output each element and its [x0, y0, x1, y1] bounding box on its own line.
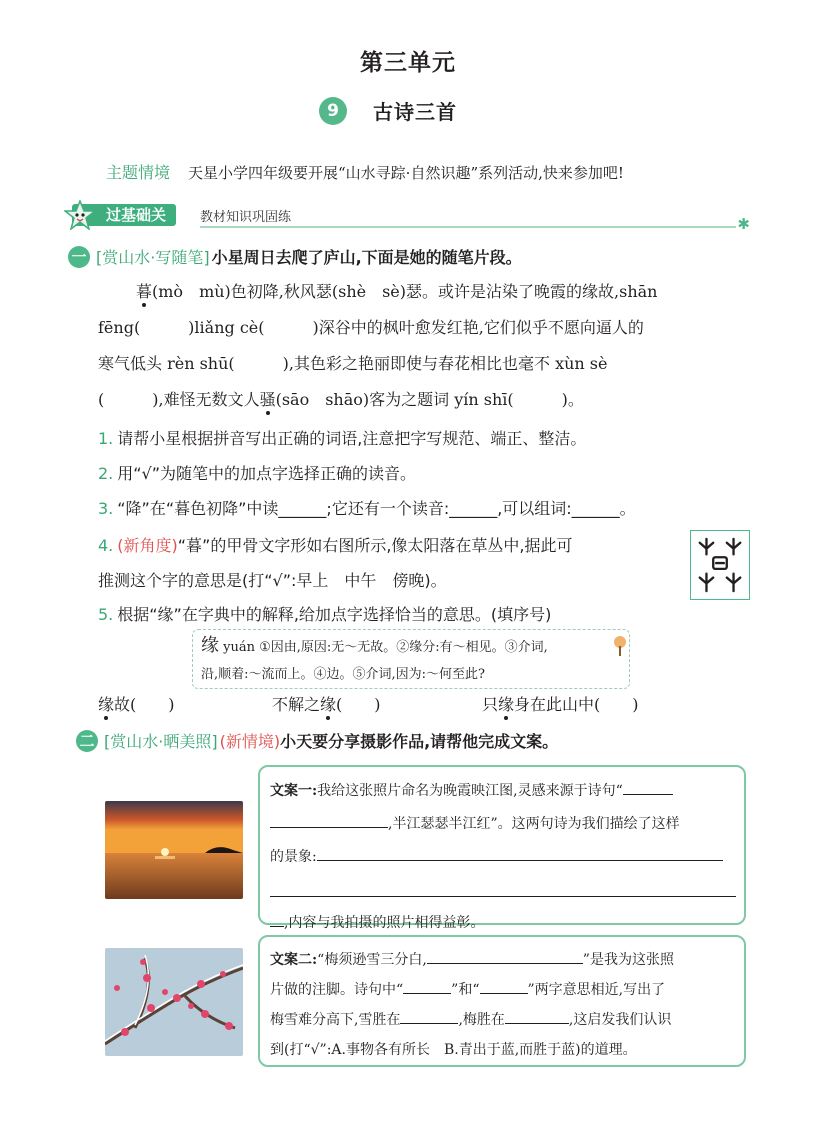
- answer-blank[interactable]: [317, 843, 723, 861]
- answer-blank[interactable]: [400, 1006, 458, 1024]
- answer-blank[interactable]: [427, 946, 583, 964]
- caption-text: ”和“: [451, 982, 480, 998]
- caption-text: ”两字意思相近,写出了: [527, 982, 666, 998]
- question-4: [98, 533, 573, 556]
- caption-text: ,半江瑟瑟半江红”。这两句诗为我们描绘了这样: [388, 816, 680, 832]
- theme-text: 天星小学四年级要开展“山水寻踪·自然识趣”系列活动,快来参加吧!: [188, 164, 624, 182]
- caption-text: 我给这张照片命名为晚霞映江图,灵感来源于诗句“: [317, 783, 623, 799]
- paragraph-text: (mò mù)色初降,秋风瑟(shè sè)瑟。或许是沾染了晚霞的缘故,shān: [152, 282, 658, 301]
- section-1-header: [68, 245, 522, 268]
- paragraph-text: ( ),难怪无数文人: [98, 390, 260, 409]
- section-2-header: [76, 729, 558, 752]
- paragraph-line: [98, 382, 750, 418]
- question-text: “降”在“暮色初降”中读______;它还有一个读音:______,可以组词:______。: [117, 499, 636, 518]
- question-text: 用“√”为随笔中的加点字选择正确的读音。: [117, 464, 417, 483]
- plum-snow-photo: [105, 948, 243, 1056]
- question-1: [98, 426, 586, 449]
- dictionary-line: 沿,顺着:～流而上。④边。⑤介词,因为:～何至此?: [201, 667, 485, 682]
- answer-blank[interactable]: [270, 810, 388, 828]
- dotted-char: 骚: [259, 390, 276, 409]
- divider: [200, 226, 736, 228]
- question-number: 5.: [98, 605, 114, 624]
- answer-blank[interactable]: [480, 976, 528, 994]
- choice-item[interactable]: 只缘身在此山中( ): [482, 695, 639, 714]
- caption-text: ,这启发我们认识: [568, 1012, 672, 1028]
- question-tag: (新角度): [117, 536, 178, 555]
- caption-text: “梅须逊雪三分白,: [317, 952, 427, 968]
- answer-line[interactable]: [270, 896, 736, 897]
- theme-label: 主题情境: [106, 163, 171, 182]
- section-bracket: [赏山水·写随笔]: [96, 248, 210, 267]
- section-banner: [64, 200, 750, 233]
- dictionary-line: yuán ①因由,原因:无～无故。②缘分:有～相见。③介词,: [223, 640, 548, 655]
- paragraph-line: 寒气低头 rèn shū( ),其色彩之艳丽即使与春花相比也毫不 xùn sè: [98, 354, 608, 373]
- paragraph-text: (sāo shāo)客为之题词 yín shī( )。: [275, 390, 584, 409]
- caption-text: ,梅胜在: [458, 1012, 505, 1028]
- dictionary-char: 缘: [201, 635, 219, 656]
- question-text: 请帮小星根据拼音写出正确的词语,注意把字写规范、端正、整洁。: [117, 429, 587, 448]
- question-2: [98, 461, 416, 484]
- dotted-char: 暮: [136, 282, 153, 301]
- caption-box-2: [258, 935, 746, 1067]
- choice-item[interactable]: 不解之缘( ): [272, 695, 381, 714]
- section-tag: (新情境): [219, 732, 281, 751]
- answer-blank[interactable]: [623, 777, 673, 795]
- star-icon: ✱: [737, 215, 750, 233]
- question-number: 3.: [98, 499, 114, 518]
- caption-text: 的景象:: [270, 849, 317, 865]
- unit-title: 第三单元: [360, 50, 456, 76]
- question-4-continued[interactable]: 推测这个字的意思是(打“√”:早上 中午 傍晚)。: [98, 571, 447, 590]
- question-number: 1.: [98, 429, 114, 448]
- caption-text: 梅雪难分高下,雪胜在: [270, 1012, 401, 1028]
- answer-blank[interactable]: [403, 976, 451, 994]
- lesson-title: 古诗三首: [373, 100, 457, 124]
- caption-text[interactable]: 到(打“√”:A.事物各有所长 B.青出于蓝,而胜于蓝)的道理。: [270, 1042, 637, 1058]
- choice-item[interactable]: 缘故( ): [98, 695, 175, 714]
- section-bracket: [赏山水·晒美照]: [104, 732, 218, 751]
- section-title: 小天要分享摄影作品,请帮他完成文案。: [280, 732, 559, 751]
- tree-icon: [609, 634, 631, 658]
- sunset-river-photo: [105, 801, 243, 899]
- caption-text: 片做的注脚。诗句中“: [270, 982, 404, 998]
- mascot-star-icon: [64, 200, 96, 230]
- question-number: 4.: [98, 536, 114, 555]
- banner-tag: 过基础关: [72, 204, 176, 226]
- paragraph-line: [136, 274, 750, 310]
- caption-label: 文案二:: [270, 952, 318, 968]
- answer-blank[interactable]: [505, 1006, 569, 1024]
- dictionary-box: [192, 629, 630, 689]
- caption-box-1: [258, 765, 746, 931]
- theme-row: [106, 160, 624, 183]
- oracle-bone-glyph-image: [690, 530, 750, 600]
- question-3[interactable]: [98, 496, 636, 519]
- question-text: “暮”的甲骨文字形如右图所示,像太阳落在草丛中,据此可: [177, 536, 573, 555]
- caption-text: ,内容与我拍摄的照片相得益彰。: [284, 915, 485, 931]
- section-number: 一: [68, 246, 90, 268]
- question-number: 2.: [98, 464, 114, 483]
- section-title: 小星周日去爬了庐山,下面是她的随笔片段。: [211, 248, 522, 267]
- caption-label: 文案一:: [270, 783, 318, 799]
- answer-blank[interactable]: [270, 909, 284, 927]
- banner-subtitle: 教材知识巩固练: [200, 210, 292, 225]
- question-5: [98, 602, 551, 625]
- lesson-number-badge: 9: [319, 97, 347, 125]
- paragraph-line: fēng( )liǎng cè( )深谷中的枫叶愈发红艳,它们似乎不愿向逼人的: [98, 318, 644, 337]
- caption-text: ”是我为这张照: [582, 952, 674, 968]
- section-number: 二: [76, 730, 98, 752]
- question-text: 根据“缘”在字典中的解释,给加点字选择恰当的意思。(填序号): [117, 605, 552, 624]
- lesson-heading: [0, 96, 816, 125]
